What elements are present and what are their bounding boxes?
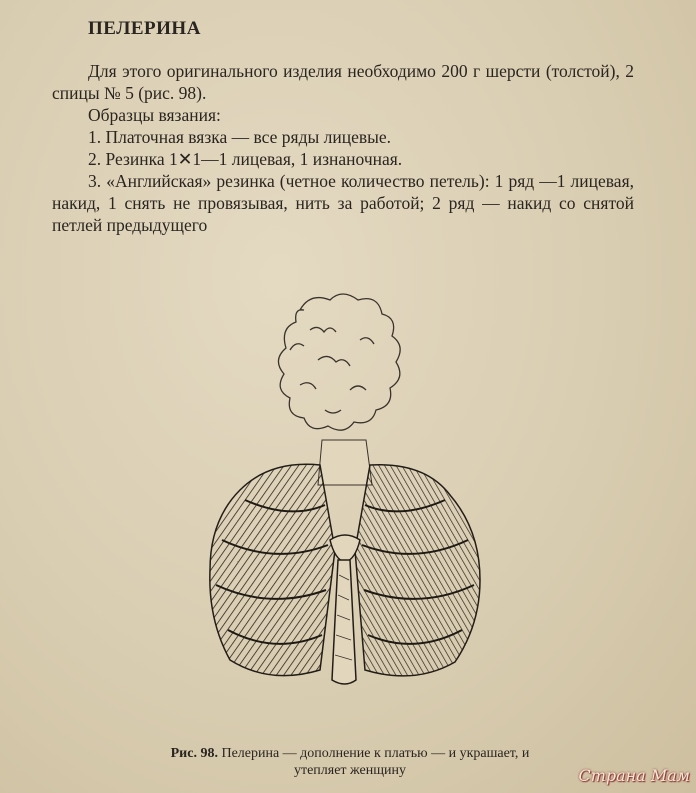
caption-label: Рис. 98. <box>170 746 218 761</box>
sample-item-3: 3. «Английская» резинка (четное количество петель): 1 ряд —1 лицевая, накид, 1 снять не провязывая, нить за работой; 2 ряд — накид со снятой петлей предыдущего <box>52 171 634 235</box>
site-watermark: Страна Мам <box>578 766 690 785</box>
caption-text: Пелерина — дополнение к платью — и украшает, и утепляет женщину <box>221 746 530 778</box>
page-title: ПЕЛЕРИНА <box>88 18 201 39</box>
samples-heading: Образцы вязания: <box>88 105 221 125</box>
sample-item-1: 1. Платочная вязка — все ряды лицевые. <box>88 127 392 147</box>
sample-item-2: 2. Резинка 1✕1—1 лицевая, 1 изнаночная. <box>88 149 403 169</box>
intro-paragraph: Для этого оригинального изделия необходимо 200 г шерсти (толстой), 2 спицы № 5 (рис. 98). <box>52 61 634 103</box>
figure-caption <box>150 745 550 779</box>
cape-illustration <box>150 290 540 730</box>
bleed-through-texture <box>60 400 64 420</box>
body-text <box>52 60 634 236</box>
